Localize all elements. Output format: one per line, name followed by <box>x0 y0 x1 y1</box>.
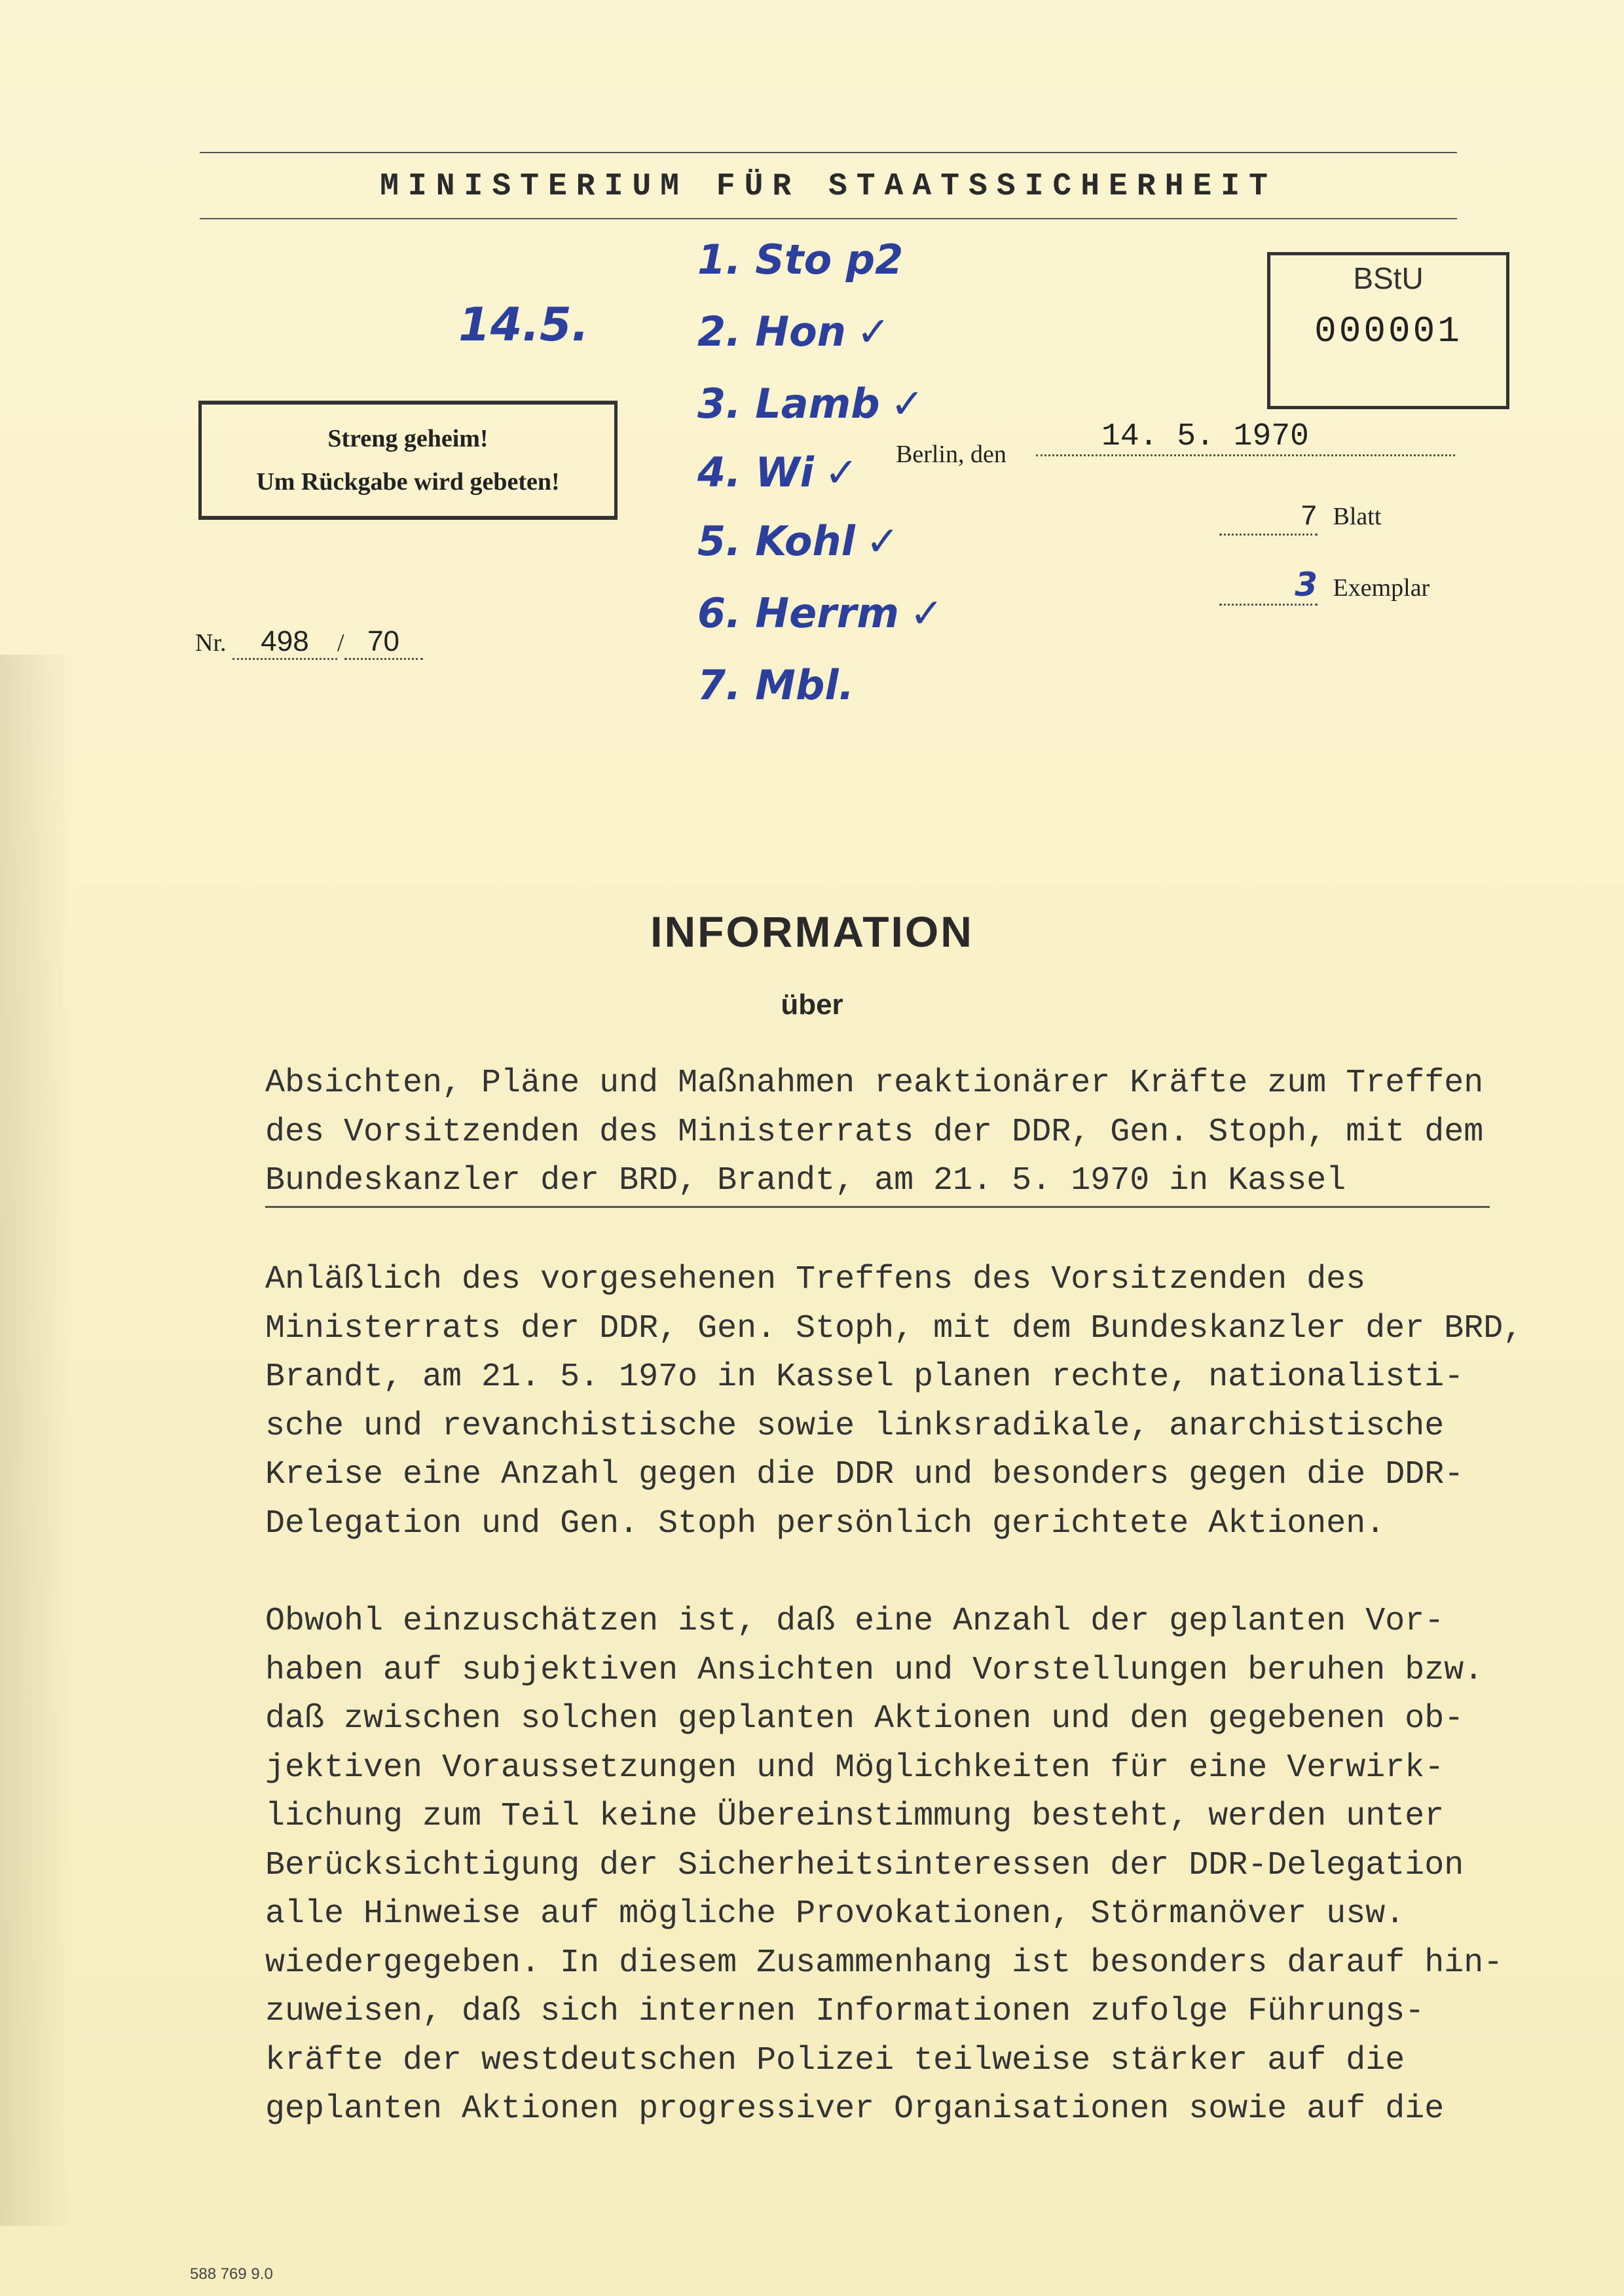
copy-field <box>1219 566 1430 606</box>
text-line: zuweisen, daß sich internen Informationen zufolge Führungs- <box>265 1993 1425 2030</box>
text-line: sche und revanchistische sowie linksradikale, anarchistische <box>265 1407 1445 1445</box>
text-line: haben auf subjektiven Ansichten und Vorstellungen beruhen bzw. <box>265 1651 1484 1689</box>
text-line: Obwohl einzuschätzen ist, daß eine Anzahl der geplanten Vor- <box>265 1603 1445 1640</box>
distribution-item: 1. Sto p2 <box>697 236 904 283</box>
sheets-value: 7 <box>1219 501 1318 536</box>
number-value: 498 <box>232 625 337 660</box>
number-label: Nr. <box>195 629 227 657</box>
text-line: Berücksichtigung der Sicherheitsinteressen der DDR-Delegation <box>265 1846 1464 1884</box>
bstu-stamp <box>1267 252 1509 409</box>
number-separator: / <box>337 629 344 657</box>
stamp-number: 000001 <box>1314 310 1462 352</box>
text-line: Brandt, am 21. 5. 197o in Kassel planen rechte, nationalisti- <box>265 1358 1464 1396</box>
text-line: kräfte der westdeutschen Polizei teilweise stärker auf die <box>265 2041 1405 2079</box>
header-rule-bottom <box>200 218 1457 219</box>
header-rule-top <box>200 152 1457 153</box>
distribution-item: 5. Kohl ✓ <box>697 517 900 565</box>
copy-number-handwritten: 3 <box>1295 566 1318 604</box>
text-line: Anläßlich des vorgesehenen Treffens des Vorsitzenden des <box>265 1261 1366 1298</box>
paper-fold-shadow <box>0 655 72 2226</box>
secret-line-1: Streng geheim! <box>327 425 489 452</box>
document-title: INFORMATION <box>650 907 974 956</box>
text-line: Kreise eine Anzahl gegen die DDR und besonders gegen die DDR- <box>265 1456 1464 1493</box>
text-line: alle Hinweise auf mögliche Provokationen, Störmanöver usw. <box>265 1895 1405 1933</box>
text-line: Delegation und Gen. Stoph persönlich gerichtete Aktionen. <box>265 1504 1386 1542</box>
subject-line: Absichten, Pläne und Maßnahmen reaktionärer Kräfte zum Treffen <box>265 1065 1484 1102</box>
copy-label: Exemplar <box>1333 574 1430 602</box>
distribution-item: 2. Hon ✓ <box>697 308 891 355</box>
sheets-label: Blatt <box>1333 503 1382 530</box>
subject-line <box>265 1157 1529 1208</box>
distribution-item: 6. Herrm ✓ <box>697 589 944 637</box>
secret-notice-box <box>198 401 618 520</box>
subject-line: des Vorsitzenden des Ministerrats der DDR, Gen. Stoph, mit dem <box>265 1113 1484 1151</box>
sheets-field <box>1219 501 1381 536</box>
distribution-item: 7. Mbl. <box>697 661 855 709</box>
text-line: Ministerrats der DDR, Gen. Stoph, mit dem Bundeskanzler der BRD, <box>265 1309 1523 1347</box>
place-label: Berlin, den <box>896 441 1006 468</box>
distribution-item: 4. Wi ✓ <box>697 448 858 496</box>
number-year: 70 <box>344 625 423 660</box>
paragraph-2 <box>265 1597 1529 2134</box>
text-line: geplanten Aktionen progressiver Organisationen sowie auf die <box>265 2090 1445 2128</box>
subject-block <box>265 1059 1529 1208</box>
place-date-value: 14. 5. 1970 <box>1036 419 1455 456</box>
document-subtitle: über <box>781 989 843 1021</box>
distribution-item: 3. Lamb ✓ <box>697 380 925 428</box>
text-line: daß zwischen solchen geplanten Aktionen und den gegebenen ob- <box>265 1700 1464 1738</box>
place-date-field <box>1036 419 1455 456</box>
ministry-header: MINISTERIUM FÜR STAATSSICHERHEIT <box>380 169 1277 204</box>
document-number-field <box>195 625 423 660</box>
text-line: lichung zum Teil keine Übereinstimmung besteht, werden unter <box>265 1798 1445 1835</box>
subject-line-underlined: Bundeskanzler der BRD, Brandt, am 21. 5. 1970 in Kassel <box>265 1157 1490 1208</box>
form-code: 588 769 9.0 <box>190 2265 273 2283</box>
copy-value <box>1219 566 1318 606</box>
text-line: wiedergegeben. In diesem Zusammenhang ist besonders darauf hin- <box>265 1944 1504 1982</box>
text-line: jektiven Voraussetzungen und Möglichkeiten für eine Verwirk- <box>265 1749 1445 1787</box>
secret-line-2: Um Rückgabe wird gebeten! <box>256 468 560 496</box>
handwritten-date: 14.5. <box>458 298 589 352</box>
stamp-label: BStU <box>1353 261 1424 295</box>
paragraph-1 <box>265 1256 1529 1548</box>
